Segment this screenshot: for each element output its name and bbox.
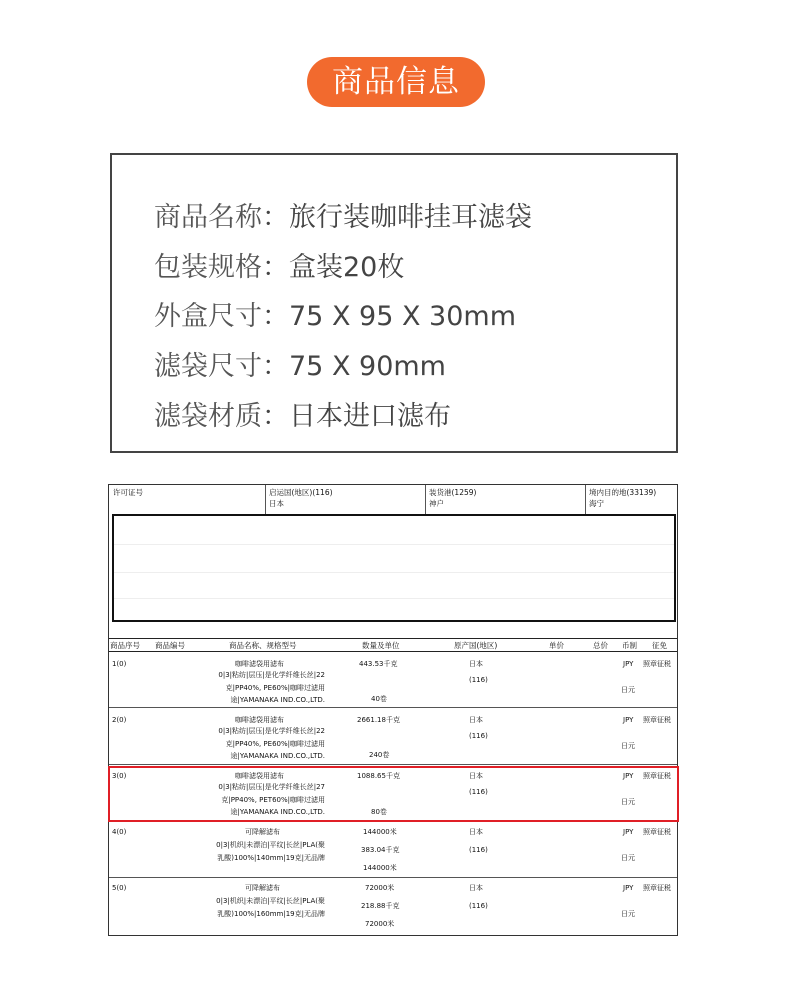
- highlight-row-3: [108, 766, 679, 822]
- info-row-box-size: 外盒尺寸：75 X 95 X 30mm: [154, 301, 516, 332]
- section-title-badge: [307, 57, 485, 107]
- col-code: 商品编号: [155, 641, 185, 650]
- col-unit-price: 单价: [549, 641, 564, 650]
- header-departure-country: 启运国(地区)(116) 日本: [269, 488, 333, 508]
- col-levy: 征免: [652, 641, 667, 650]
- info-row-name: 商品名称：旅行装咖啡挂耳滤袋: [154, 202, 532, 233]
- col-seq: 商品序号: [110, 641, 140, 650]
- col-qty: 数量及单位: [362, 641, 400, 650]
- section-title: 商品信息: [332, 64, 460, 100]
- header-loading-port: 装货港(1259) 神户: [429, 488, 477, 508]
- col-origin: 原产国(地区): [454, 641, 498, 650]
- info-row-package: 包装规格：盒装20枚: [154, 252, 405, 283]
- header-destination: 境内目的地(33139) 海宁: [589, 488, 657, 508]
- col-total: 总价: [593, 641, 608, 650]
- customs-declaration-scan: 许可证号 启运国(地区)(116) 日本 装货港(1259) 神户 境内目的地(33139) 海宁 商品序号 商品编号 商品名称、规格型号 数量及单位 原产国(地区) 单价 总价 币制 征免 1(0) 咖啡滤袋用滤布 0|3|粘纺|层压|是化学纤维长丝|22 克|PP40%, PE60%|咖啡过滤用 途|YAMANAKA IND.CO.,LTD. 443.53千克 40卷 日本 (116) JPY 照章征税 日元 2(0) 咖啡滤袋用滤布 0|3|粘纺|层压|是化学纤维长丝|22 克|PP40%, PE60%|咖啡过滤用 途|YAMANAKA IND.CO.,LTD. 2661.18千克 240卷 日本 (116) JPY 照章征税 日元 3(0) 咖啡滤袋用滤布 0|3|粘纺|层压|是化学纤维长丝|27 克|PP40%, PET60%|咖啡过滤用 途|YAMANAKA IND.CO.,LTD. 1088.65千克 80卷 日本 (116) JPY 照章征税 日元 4(0) 可降解滤布 0|3|机织|未漂泊|平纹|长丝|PLA(聚 乳酸)100%|140mm|19克|无品牌 144000米 383.04千克 144000米 日本 (116) JPY 照章征税 日元 5(0) 可降解滤布 0|3|机织|未漂泊|平纹|长丝|PLA(聚 乳酸)100%|160mm|19克|无品牌 72000米 218.88千克 72000米 日本 (116) JPY 照章征税 日元: [108, 484, 678, 936]
- info-row-bag-size: 滤袋尺寸：75 X 90mm: [154, 351, 446, 382]
- col-name: 商品名称、规格型号: [229, 641, 297, 650]
- header-license: 许可证号: [113, 488, 143, 497]
- product-info-box: [110, 153, 678, 453]
- info-row-material: 滤袋材质：日本进口滤布: [154, 401, 451, 432]
- redacted-block: [112, 514, 676, 622]
- col-currency: 币制: [622, 641, 637, 650]
